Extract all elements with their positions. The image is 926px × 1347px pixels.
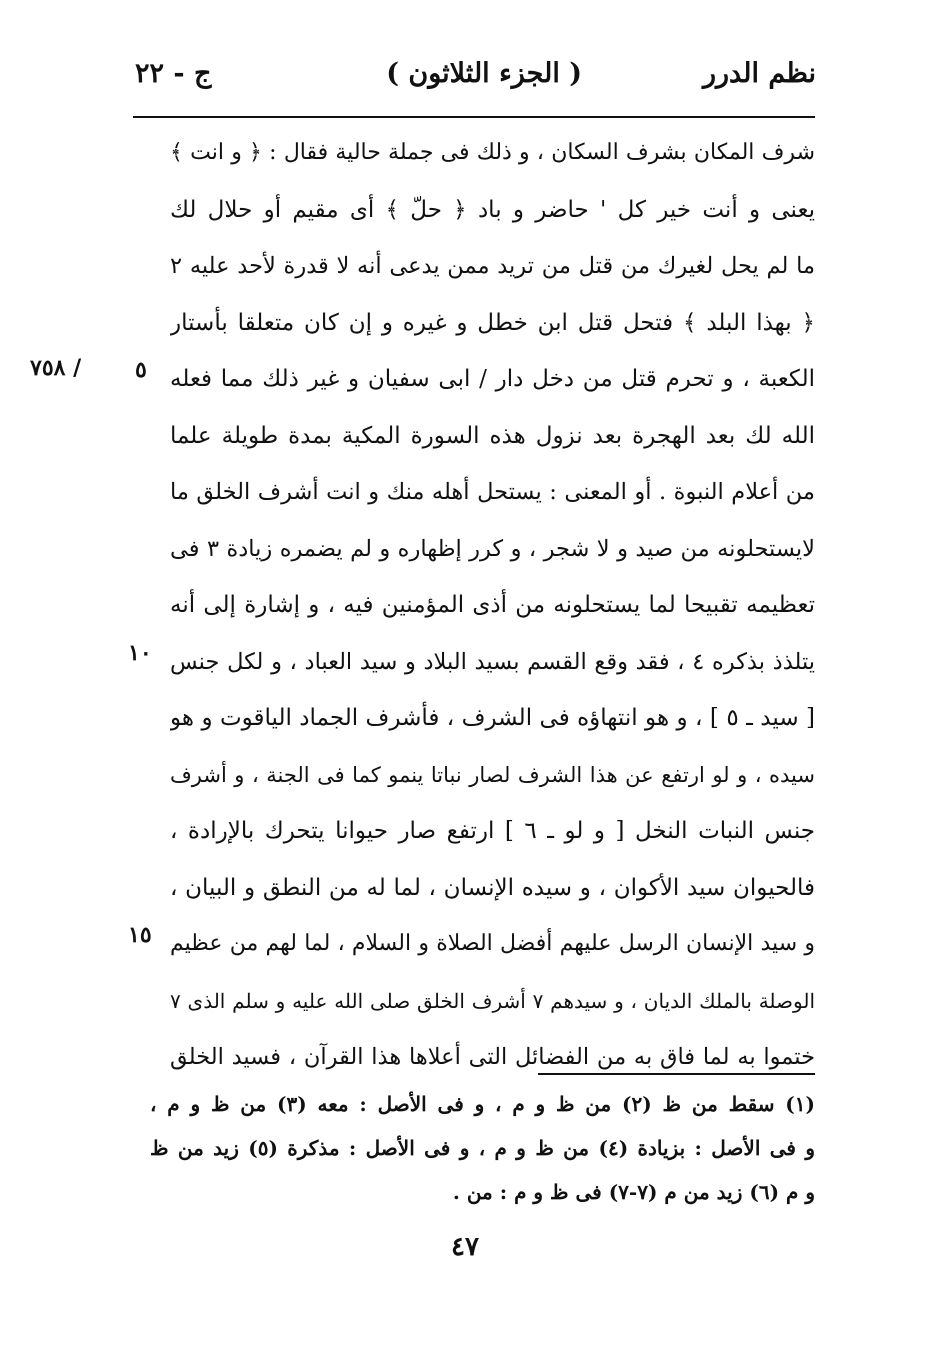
footnote-line: و م (٦) زيد من م (٧-٧) فى ظ و م : من .	[452, 1180, 815, 1204]
page-number: ٤٧	[451, 1232, 479, 1262]
text-line: سيده ، و لو ارتفع عن هذا الشرف لصار نباتا ينمو كما فى الجنة ، و أشرف	[170, 762, 815, 787]
footnote-line: (١) سقط من ظ (٢) من ظ و م ، و فى الأصل : معه (٣) من ظ و م ،	[150, 1092, 815, 1116]
line-number-10: ١٠	[128, 640, 152, 666]
running-head-book-title: نظم الدرر	[702, 58, 816, 89]
footnote-rule	[538, 1073, 815, 1075]
text-line: جنس النبات النخل [ و لو ـ ٦ ] ارتفع صار حيوانا يتحرك بالإرادة ،	[170, 818, 815, 844]
text-line: ﴿ بهذا البلد ﴾ فتحل قتل ابن خطل و غيره و إن كان متعلقا بأستار	[170, 309, 815, 336]
text-line: [ سيد ـ ٥ ] ، و هو انتهاؤه فى الشرف ، فأشرف الجماد الياقوت و هو	[170, 705, 815, 731]
running-head-part: ( الجزء الثلاثون )	[386, 58, 582, 89]
text-line: ما لم يحل لغيرك من قتل من تريد ممن يدعى أنه لا قدرة لأحد عليه ٢	[170, 253, 815, 279]
line-number-5: ٥	[135, 357, 147, 383]
running-head-volume: ج - ٢٢	[135, 58, 212, 89]
footnotes	[150, 1082, 815, 1214]
text-line: الكعبة ، و تحرم قتل من دخل دار / ابى سفيان و غير ذلك مما فعله	[170, 366, 815, 392]
text-line: لايستحلونه من صيد و لا شجر ، و كرر إظهاره و لم يضمره زيادة ٣ فى	[170, 535, 815, 562]
text-line: و سيد الإنسان الرسل عليهم أفضل الصلاة و السلام ، لما لهم من عظيم	[170, 931, 815, 956]
line-number-15: ١٥	[128, 922, 152, 948]
footnote-line: و فى الأصل : بزيادة (٤) من ظ و م ، و فى الأصل : مذكرة (٥) زيد من ظ	[150, 1136, 815, 1160]
manuscript-folio-marker: / ٧٥٨	[30, 355, 82, 381]
header-rule	[133, 116, 815, 118]
text-line: شرف المكان بشرف السكان ، و ذلك فى جملة حالية فقال : ﴿ و انت ﴾	[170, 140, 815, 165]
main-text	[170, 125, 815, 1086]
text-line: ختموا به لما فاق به من الفضائل التى أعلاها هذا القرآن ، فسيد الخلق	[170, 1044, 815, 1070]
text-line: الله لك بعد الهجرة بعد نزول هذه السورة المكية بمدة طويلة علما	[170, 422, 815, 449]
text-line: يعنى و أنت خير كل ' حاضر و باد ﴿ حلّ ﴾ أى مقيم أو حلال لك	[170, 196, 815, 223]
text-line: يتلذذ بذكره ٤ ، فقد وقع القسم بسيد البلاد و سيد العباد ، و لكل جنس	[170, 648, 815, 675]
text-line: الوصلة بالملك الديان ، و سيدهم ٧ أشرف الخلق صلى الله عليه و سلم الذى ٧	[170, 988, 815, 1013]
text-line: من أعلام النبوة . أو المعنى : يستحل أهله منك و انت أشرف الخلق ما	[170, 479, 815, 505]
text-line: فالحيوان سيد الأكوان ، و سيده الإنسان ، لما له من النطق و البيان ،	[170, 874, 815, 901]
text-line: تعظيمه تقبيحا لما يستحلونه من أذى المؤمنين فيه ، و إشارة إلى أنه	[170, 592, 815, 618]
